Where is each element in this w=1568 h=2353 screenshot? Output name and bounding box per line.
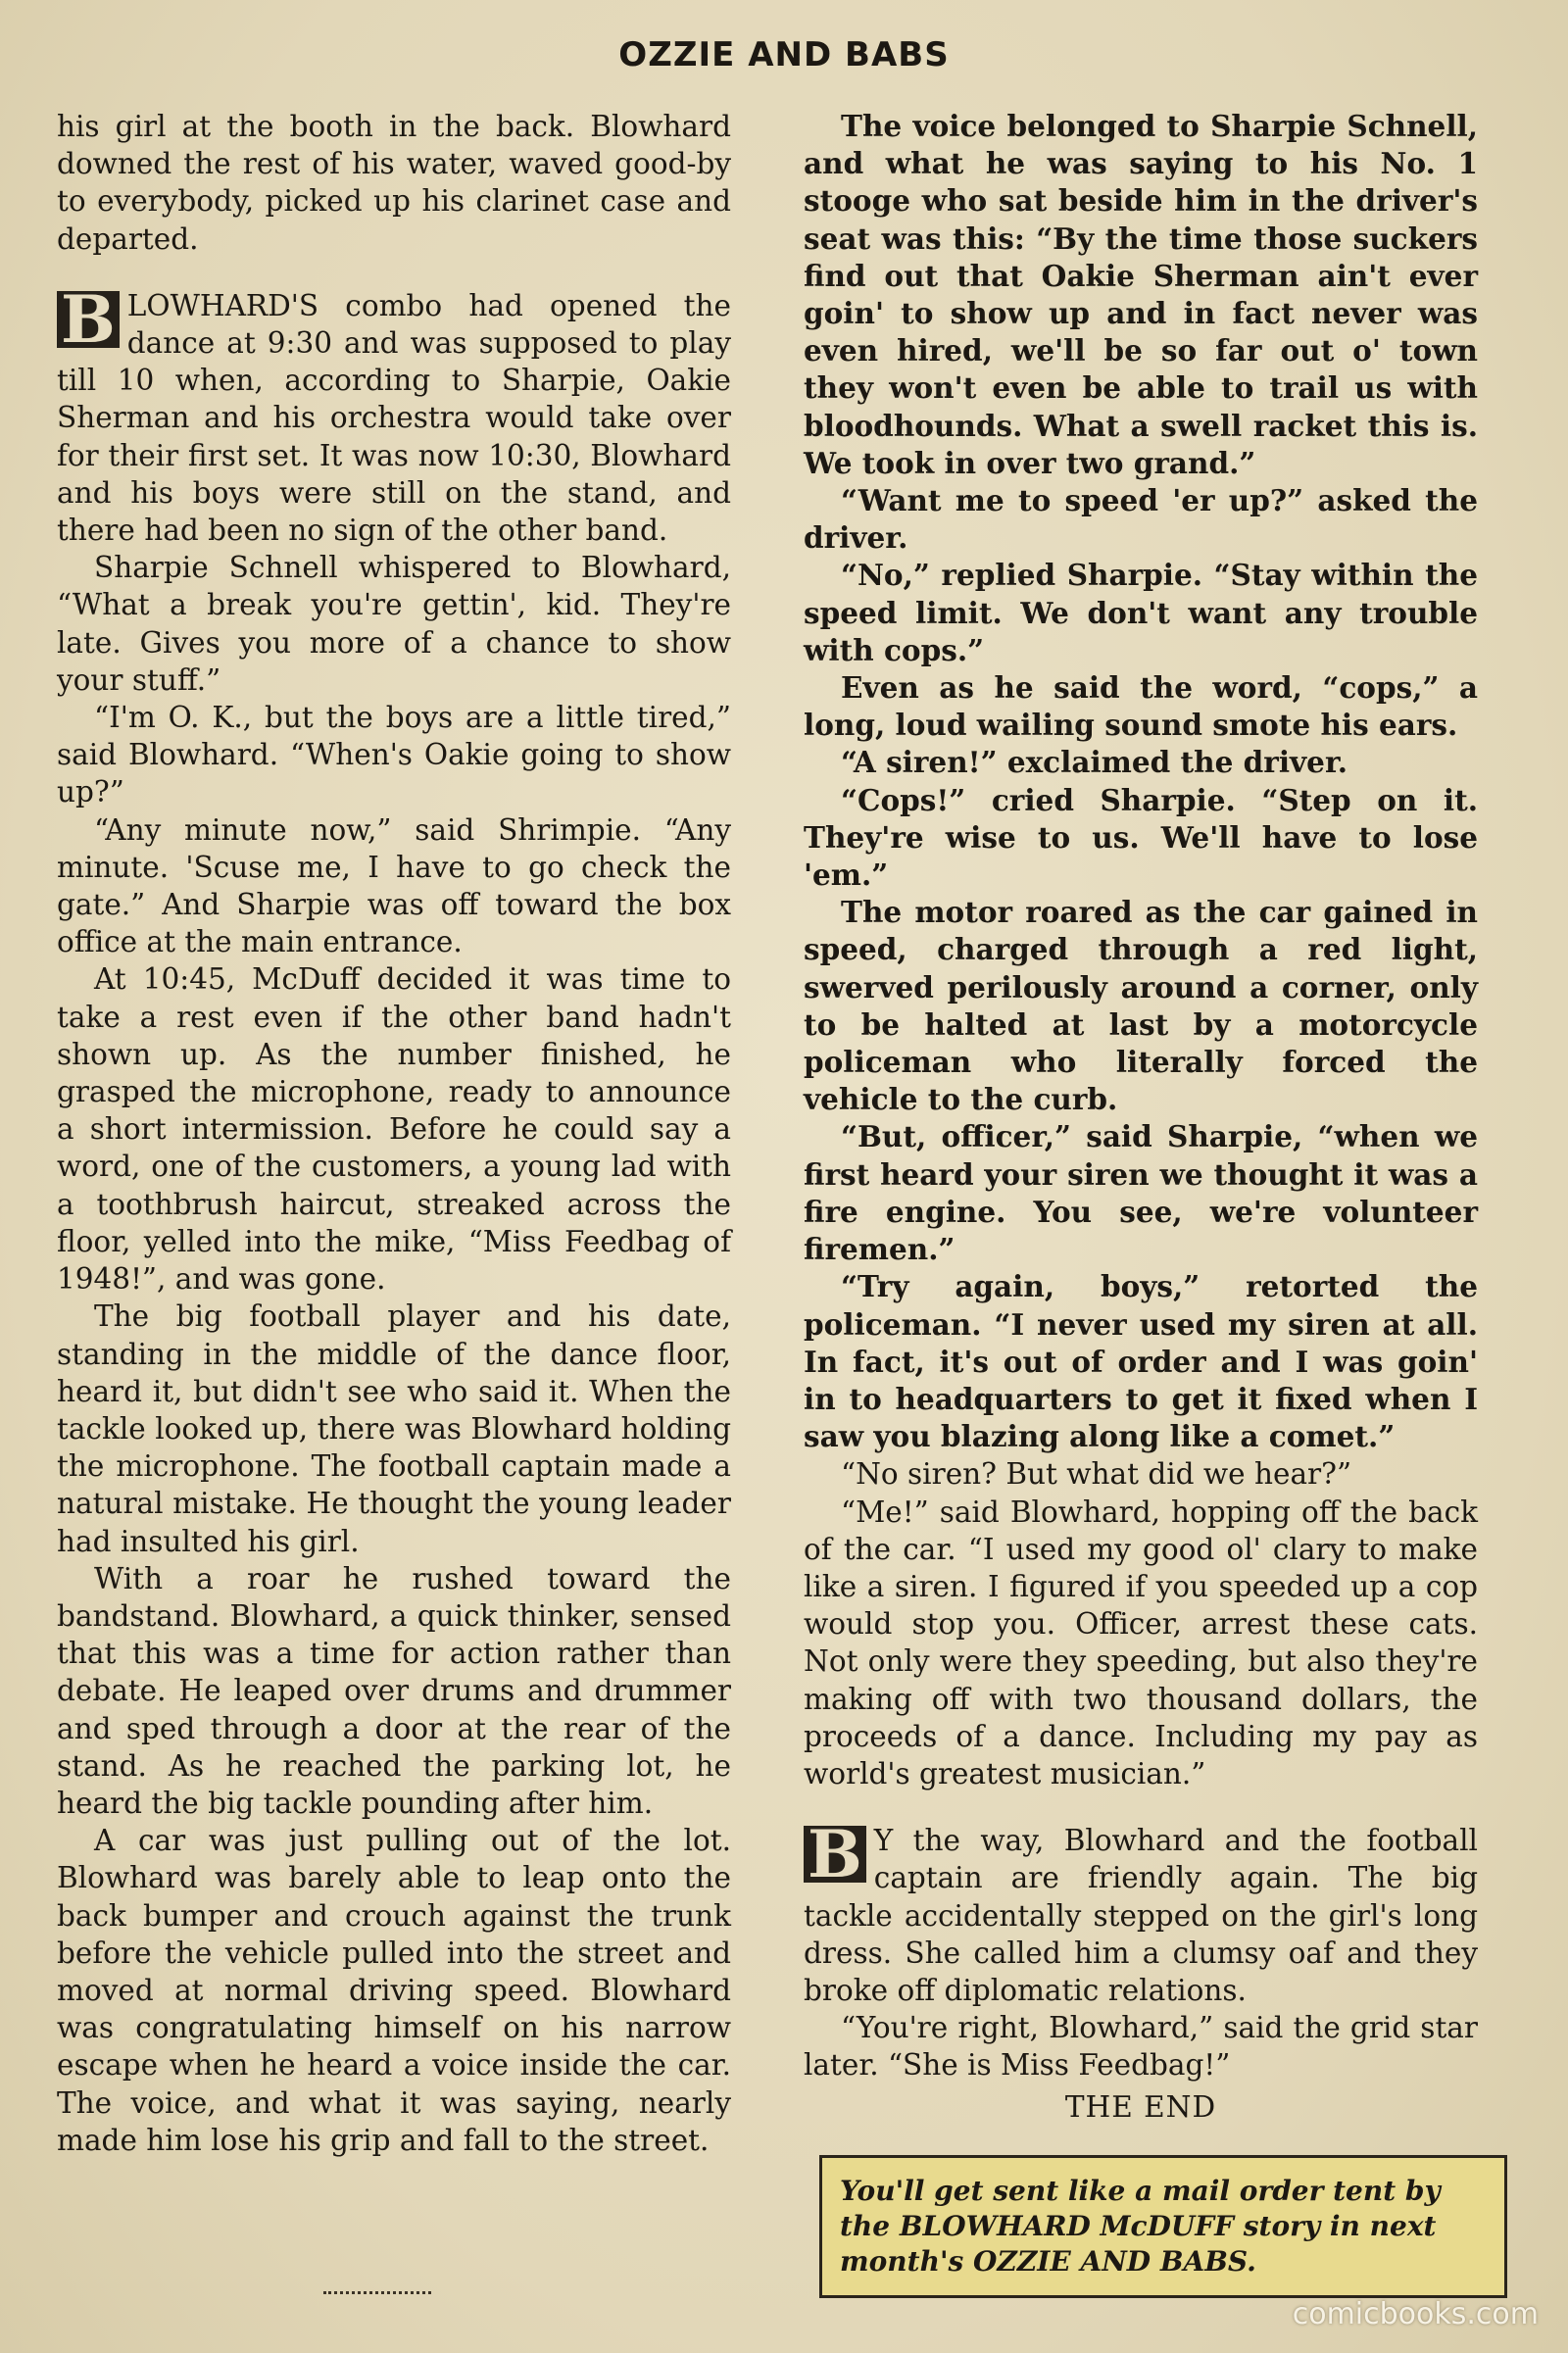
paragraph: Sharpie Schnell whispered to Blowhard, “What a break you're gettin', kid. They're late. Gives you more of a chance to show your stuff.”	[57, 551, 731, 697]
footer-divider	[323, 2291, 431, 2294]
paragraph: The motor roared as the car gained in speed, charged through a red light, swerved perilously around a corner, only to be halted at last by a motorcycle policeman who literally forced the vehicle to the curb.	[804, 895, 1478, 1117]
promo-box: You'll get sent like a mail order tent by the BLOWHARD McDUFF story in next month's OZZIE AND BABS.	[819, 2155, 1507, 2298]
paragraph: “No,” replied Sharpie. “Stay within the speed limit. We don't want any trouble with cops.”	[804, 558, 1478, 667]
paragraph-text: LOWHARD'S combo had opened the dance at 9:30 and was supposed to play till 10 when, according to Sharpie, Oakie Sherman and his orchestra would take over for their first set. It was now 10:30, Blowhard and his boys were still on the stand, and there had been no sign of the other band.	[57, 288, 731, 548]
paragraph: “You're right, Blowhard,” said the grid star later. “She is Miss Feedbag!”	[804, 2011, 1478, 2083]
paragraph: The voice belonged to Sharpie Schnell, and what he was saying to his No. 1 stooge who sat beside him in the driver's seat was this: “By the time those suckers find out that Oakie Sherman ain't ever goin' to show up and in fact never was even hired, we'll be so far out o' town they won't even be able to trail us with bloodhounds. What a swell racket this is. We took in over two grand.”	[804, 109, 1478, 480]
paragraph: “Want me to speed 'er up?” asked the driver.	[804, 483, 1478, 556]
paragraph: “I'm O. K., but the boys are a little tired,” said Blowhard. “When's Oakie going to show up?”	[57, 701, 731, 809]
paragraph: Even as he said the word, “cops,” a long, loud wailing sound smote his ears.	[804, 670, 1478, 743]
paragraph: “A siren!” exclaimed the driver.	[841, 745, 1348, 780]
paragraph: The big football player and his date, standing in the middle of the dance floor, heard it, but didn't see who said it. When the tackle looked up, there was Blowhard holding the microphone. The football captain made a natural mistake. He thought the young leader had insulted his girl.	[57, 1299, 731, 1558]
paragraph: With a roar he rushed toward the bandstand. Blowhard, a quick thinker, sensed that this was a time for action rather than debate. He leaped over drums and drummer and sped through a door at the rear of the stand. As he reached the parking lot, he heard the big tackle pounding after him.	[57, 1561, 731, 1820]
page-header: OZZIE AND BABS	[618, 35, 950, 74]
paragraph: “Me!” said Blowhard, hopping off the back of the car. “I used my good ol' clary to make like a siren. I figured if you speeded up a cop would stop you. Officer, arrest these cats. Not only were they speeding, but also they're making off with two thousand dollars, the proceeds of a dance. Including my pay as world's greatest musician.”	[804, 1495, 1478, 1790]
paragraph-dropcap	[57, 280, 731, 549]
paragraph-dropcap	[804, 1816, 1478, 2009]
drop-cap: B	[57, 291, 120, 348]
watermark: comicbooks.com	[1292, 2297, 1539, 2331]
paragraph: “Cops!” cried Sharpie. “Step on it. They're wise to us. We'll have to lose 'em.”	[804, 782, 1478, 893]
paragraph-text: Y the way, Blowhard and the football captain are friendly again. The big tackle accidentally stepped on the girl's long dress. She called him a clumsy oaf and they broke off diplomatic relations.	[804, 1824, 1478, 2007]
paragraph: A car was just pulling out of the lot. Blowhard was barely able to leap onto the back bumper and crouch against the trunk before the vehicle pulled into the street and moved at normal driving speed. Blowhard was congratulating himself on his narrow escape when he heard a voice inside the car. The voice, and what it was saying, nearly made him lose his grip and fall to the street.	[57, 1824, 731, 2157]
paragraph: his girl at the booth in the back. Blowhard downed the rest of his water, waved good-by to everybody, picked up his clarinet case and departed.	[57, 110, 731, 256]
drop-cap: B	[804, 1826, 866, 1883]
right-column	[804, 108, 1478, 2298]
paragraph: At 10:45, McDuff decided it was time to take a rest even if the other band hadn't shown up. As the number finished, he grasped the microphone, ready to announce a short intermission. Before he could say a word, one of the customers, a young lad with a toothbrush haircut, streaked across the floor, yelled into the mike, “Miss Feedbag of 1948!”, and was gone.	[57, 962, 731, 1297]
paragraph: “Any minute now,” said Shrimpie. “Any minute. 'Scuse me, I have to go check the gate.” And Sharpie was off toward the box office at the main entrance.	[57, 812, 731, 959]
left-column	[57, 108, 731, 2159]
the-end-label: THE END	[1064, 2089, 1217, 2124]
paragraph: “But, officer,” said Sharpie, “when we first heard your siren we thought it was a fire engine. You see, we're volunteer firemen.”	[804, 1119, 1478, 1267]
paragraph: “Try again, boys,” retorted the policeman. “I never used my siren at all. In fact, it's out of order and I was goin' in to headquarters to get it fixed when I saw you blazing along like a comet.”	[804, 1269, 1478, 1454]
paragraph: “No siren? But what did we hear?”	[841, 1457, 1352, 1492]
